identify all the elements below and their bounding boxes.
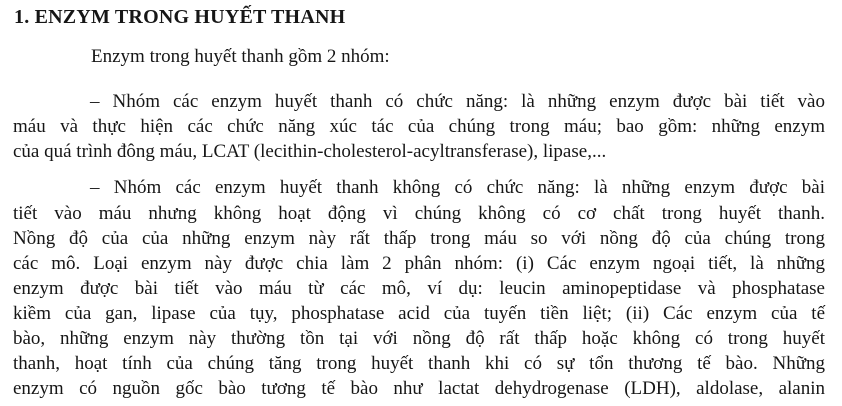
paragraph-line: enzym được bài tiết vào máu từ các mô, ví dụ: leucin aminopeptidase và phosphatase [13,278,825,299]
paragraph-line: máu và thực hiện các chức năng xúc tác của chúng trong máu; bao gồm: những enzym [13,116,825,137]
paragraph-line: Nồng độ của của những enzym này rất thấp trong máu so với nồng độ của chúng trong [13,228,825,249]
paragraph-line: thanh, hoạt tính của chúng tăng trong huyết thanh khi có sự tổn thương tế bào. Những [13,353,825,374]
paragraph-line: enzym có nguồn gốc bào tương tế bào như lactat dehydrogenase (LDH), aldolase, alanin [13,378,825,399]
paragraph-line: – Nhóm các enzym huyết thanh không có chức năng: là những enzym được bài [90,177,825,198]
paragraph-line: – Nhóm các enzym huyết thanh có chức năng: là những enzym được bài tiết vào [90,91,825,112]
paragraph-line: bào, những enzym này thường tồn tại với nồng độ rất thấp hoặc không có trong huyết [13,328,825,349]
paragraph-line: kiềm của gan, lipase của tụy, phosphatase acid của tuyến tiền liệt; (ii) Các enzym của tế [13,303,825,324]
page-crop-edge [0,402,842,406]
section-heading: 1. ENZYM TRONG HUYẾT THANH [14,6,346,28]
intro-text: Enzym trong huyết thanh gồm 2 nhóm: [91,46,390,67]
paragraph-line: của quá trình đông máu, LCAT (lecithin-cholesterol-acyltransferase), lipase,... [13,141,607,162]
paragraph-line: tiết vào máu nhưng không hoạt động vì chúng không có cơ chất trong huyết thanh. [13,203,825,224]
paragraph-line: các mô. Loại enzym này được chia làm 2 phân nhóm: (i) Các enzym ngoại tiết, là những [13,253,825,274]
